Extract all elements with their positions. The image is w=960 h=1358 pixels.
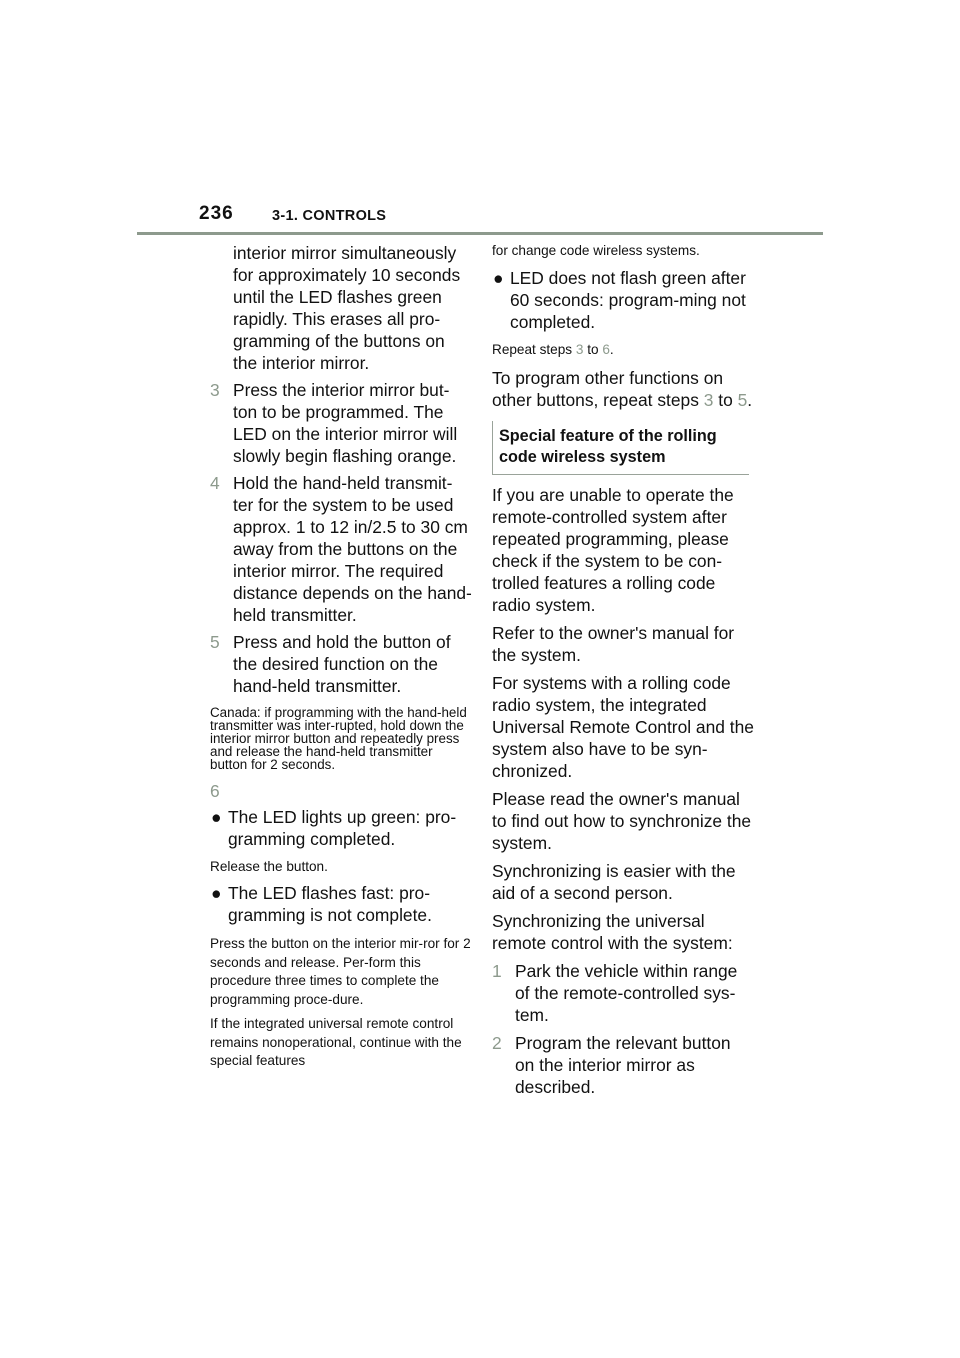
page-number: 236 [199,203,234,224]
step-2 [492,1032,754,1098]
step-5 [210,631,472,697]
bullet-icon: ● [211,883,222,903]
step-number: 2 [492,1033,502,1053]
bullet-icon: ● [211,807,222,827]
step-text: Press and hold the button of the desired function on the hand-held transmitter. [233,632,451,696]
continuation-paragraph: interior mirror simultaneously for approximately 10 seconds until the LED flashes green rapidly. This erases all pro-gramming of the buttons on the interior mirror. [233,243,461,373]
step-6-number: 6 [210,781,220,801]
text: . [747,390,753,410]
text: To program other functions on other buttons, repeat steps [492,368,724,410]
other-buttons-paragraph [492,367,754,411]
bullet-text: LED does not flash green after 60 seconds: program-ming not completed. [510,268,746,332]
paragraph: For systems with a rolling code radio system, the integrated Universal Remote Control and the system also have to be syn-chronized. [492,673,754,781]
bullet-no-flash [492,267,754,333]
step-number: 5 [210,632,220,652]
left-column [210,242,472,1071]
paragraph: Refer to the owner's manual for the system. [492,623,735,665]
step-number: 4 [210,473,220,493]
step-3 [210,379,472,467]
release-note: Release the button. [210,859,328,874]
repeat-note [492,341,754,358]
section-title: 3-1. CONTROLS [272,208,387,224]
text: Repeat steps [492,342,573,357]
press-note: Press the button on the interior mir-ror for 2 seconds and release. Per-form this procedure three times to complete the programming proce-dure. [210,936,471,1007]
text: . [609,342,614,357]
nonoperational-note: If the integrated universal remote control remains nonoperational, continue with the special features [210,1016,462,1068]
step-ref: 6 [602,342,610,357]
feature-heading: Special feature of the rolling code wireless system [499,427,717,466]
header-rule [137,232,823,235]
paragraph: If you are unable to operate the remote-controlled system after repeated programming, please check if the system to be con-trolled features a rolling code radio system. [492,485,734,615]
step-ref: 3 [575,342,584,357]
bullet-led-green [210,806,472,850]
canada-note: Canada: if programming with the hand-held transmitter was inter-rupted, hold down the interior mirror button and repeatedly press and release the hand-held transmitter button for 2 seconds. [210,705,467,772]
continuation-note: for change code wireless systems. [492,243,700,258]
step-text: Hold the hand-held transmit-ter for the system to be used approx. 1 to 12 in/2.5 to 30 cm away from the buttons on the interior mirror. The required distance depends on the hand-held transmitter. [233,473,472,625]
feature-heading-box [492,421,749,475]
step-1 [492,960,754,1026]
right-column [492,242,754,1098]
bullet-icon: ● [493,268,504,288]
paragraph: Synchronizing is easier with the aid of a second person. [492,861,736,903]
bullet-led-fast [210,882,472,926]
step-text: Press the interior mirror but-ton to be programmed. The LED on the interior mirror will slowly begin flashing orange. [233,380,458,466]
paragraph: Please read the owner's manual to find out how to synchronize the system. [492,789,752,853]
step-ref: 3 [703,390,714,410]
paragraph: Synchronizing the universal remote control with the system: [492,911,733,953]
step-text: Program the relevant button on the interior mirror as described. [515,1033,731,1097]
step-4 [210,472,472,626]
bullet-text: The LED flashes fast: pro-gramming is not complete. [228,883,432,925]
text: to [587,342,599,357]
step-number: 3 [210,380,220,400]
step-number: 1 [492,961,502,981]
bullet-text: The LED lights up green: pro-gramming completed. [228,807,457,849]
step-text: Park the vehicle within range of the remote-controlled sys-tem. [515,961,738,1025]
text: to [718,390,733,410]
step-ref: 5 [737,390,748,410]
